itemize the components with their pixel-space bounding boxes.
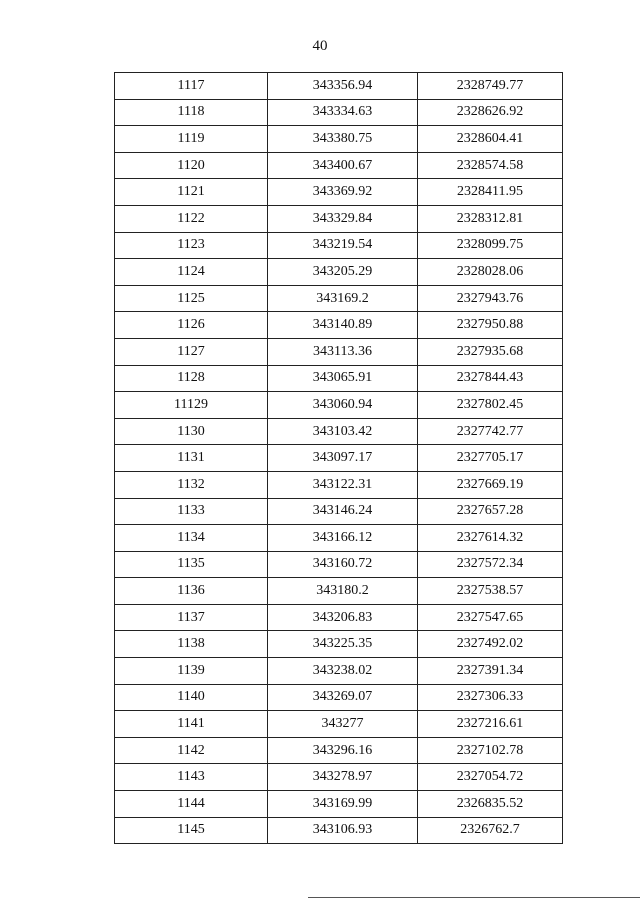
x-coordinate-cell: 343097.17 — [268, 445, 418, 472]
point-id-cell: 1122 — [115, 205, 268, 232]
table-row — [115, 152, 563, 179]
table-row — [115, 631, 563, 658]
y-coordinate-cell: 2328411.95 — [418, 179, 563, 206]
table-row — [115, 232, 563, 259]
x-coordinate-cell: 343065.91 — [268, 365, 418, 392]
y-coordinate-cell: 2327538.57 — [418, 578, 563, 605]
point-id-cell: 1142 — [115, 737, 268, 764]
table-row — [115, 604, 563, 631]
point-id-cell: 1124 — [115, 259, 268, 286]
x-coordinate-cell: 343103.42 — [268, 418, 418, 445]
x-coordinate-cell: 343329.84 — [268, 205, 418, 232]
table-row — [115, 551, 563, 578]
x-coordinate-cell: 343206.83 — [268, 604, 418, 631]
table-row — [115, 658, 563, 685]
x-coordinate-cell: 343060.94 — [268, 392, 418, 419]
y-coordinate-cell: 2328312.81 — [418, 205, 563, 232]
y-coordinate-cell: 2327547.65 — [418, 604, 563, 631]
table-row — [115, 684, 563, 711]
table-row — [115, 764, 563, 791]
point-id-cell: 1121 — [115, 179, 268, 206]
point-id-cell: 1119 — [115, 126, 268, 153]
point-id-cell: 1143 — [115, 764, 268, 791]
y-coordinate-cell: 2328574.58 — [418, 152, 563, 179]
table-row — [115, 445, 563, 472]
table-row — [115, 365, 563, 392]
point-id-cell: 1118 — [115, 99, 268, 126]
point-id-cell: 1123 — [115, 232, 268, 259]
y-coordinate-cell: 2327657.28 — [418, 498, 563, 525]
y-coordinate-cell: 2328626.92 — [418, 99, 563, 126]
x-coordinate-cell: 343106.93 — [268, 817, 418, 844]
x-coordinate-cell: 343219.54 — [268, 232, 418, 259]
table-row — [115, 73, 563, 100]
point-id-cell: 1132 — [115, 471, 268, 498]
y-coordinate-cell: 2327614.32 — [418, 525, 563, 552]
point-id-cell: 1141 — [115, 711, 268, 738]
x-coordinate-cell: 343269.07 — [268, 684, 418, 711]
x-coordinate-cell: 343225.35 — [268, 631, 418, 658]
y-coordinate-cell: 2327742.77 — [418, 418, 563, 445]
y-coordinate-cell: 2328028.06 — [418, 259, 563, 286]
y-coordinate-cell: 2327705.17 — [418, 445, 563, 472]
table-row — [115, 285, 563, 312]
point-id-cell: 1130 — [115, 418, 268, 445]
table-row — [115, 418, 563, 445]
x-coordinate-cell: 343380.75 — [268, 126, 418, 153]
point-id-cell: 1126 — [115, 312, 268, 339]
x-coordinate-cell: 343122.31 — [268, 471, 418, 498]
x-coordinate-cell: 343238.02 — [268, 658, 418, 685]
y-coordinate-cell: 2326835.52 — [418, 791, 563, 818]
table-row — [115, 525, 563, 552]
point-id-cell: 1134 — [115, 525, 268, 552]
y-coordinate-cell: 2326762.7 — [418, 817, 563, 844]
point-id-cell: 11129 — [115, 392, 268, 419]
y-coordinate-cell: 2327935.68 — [418, 338, 563, 365]
y-coordinate-cell: 2327802.45 — [418, 392, 563, 419]
table-row — [115, 392, 563, 419]
x-coordinate-cell: 343369.92 — [268, 179, 418, 206]
coordinate-table — [114, 72, 563, 844]
y-coordinate-cell: 2327306.33 — [418, 684, 563, 711]
y-coordinate-cell: 2327102.78 — [418, 737, 563, 764]
table-row — [115, 126, 563, 153]
y-coordinate-cell: 2327572.34 — [418, 551, 563, 578]
coordinate-table-body — [115, 73, 563, 844]
table-row — [115, 711, 563, 738]
y-coordinate-cell: 2328749.77 — [418, 73, 563, 100]
point-id-cell: 1145 — [115, 817, 268, 844]
x-coordinate-cell: 343140.89 — [268, 312, 418, 339]
y-coordinate-cell: 2327391.34 — [418, 658, 563, 685]
table-row — [115, 578, 563, 605]
x-coordinate-cell: 343205.29 — [268, 259, 418, 286]
point-id-cell: 1133 — [115, 498, 268, 525]
x-coordinate-cell: 343334.63 — [268, 99, 418, 126]
x-coordinate-cell: 343400.67 — [268, 152, 418, 179]
x-coordinate-cell: 343296.16 — [268, 737, 418, 764]
table-row — [115, 259, 563, 286]
page-number: 40 — [312, 38, 328, 54]
table-row — [115, 791, 563, 818]
x-coordinate-cell: 343278.97 — [268, 764, 418, 791]
x-coordinate-cell: 343277 — [268, 711, 418, 738]
point-id-cell: 1140 — [115, 684, 268, 711]
table-row — [115, 338, 563, 365]
point-id-cell: 1135 — [115, 551, 268, 578]
point-id-cell: 1139 — [115, 658, 268, 685]
x-coordinate-cell: 343160.72 — [268, 551, 418, 578]
point-id-cell: 1120 — [115, 152, 268, 179]
point-id-cell: 1117 — [115, 73, 268, 100]
x-coordinate-cell: 343180.2 — [268, 578, 418, 605]
point-id-cell: 1144 — [115, 791, 268, 818]
table-row — [115, 312, 563, 339]
point-id-cell: 1125 — [115, 285, 268, 312]
y-coordinate-cell: 2327669.19 — [418, 471, 563, 498]
point-id-cell: 1128 — [115, 365, 268, 392]
y-coordinate-cell: 2328604.41 — [418, 126, 563, 153]
point-id-cell: 1138 — [115, 631, 268, 658]
x-coordinate-cell: 343166.12 — [268, 525, 418, 552]
bottom-divider — [308, 897, 640, 898]
point-id-cell: 1131 — [115, 445, 268, 472]
point-id-cell: 1136 — [115, 578, 268, 605]
y-coordinate-cell: 2327950.88 — [418, 312, 563, 339]
y-coordinate-cell: 2327943.76 — [418, 285, 563, 312]
y-coordinate-cell: 2328099.75 — [418, 232, 563, 259]
table-row — [115, 99, 563, 126]
y-coordinate-cell: 2327844.43 — [418, 365, 563, 392]
x-coordinate-cell: 343113.36 — [268, 338, 418, 365]
y-coordinate-cell: 2327492.02 — [418, 631, 563, 658]
x-coordinate-cell: 343169.99 — [268, 791, 418, 818]
table-row — [115, 737, 563, 764]
point-id-cell: 1137 — [115, 604, 268, 631]
table-row — [115, 817, 563, 844]
y-coordinate-cell: 2327054.72 — [418, 764, 563, 791]
x-coordinate-cell: 343146.24 — [268, 498, 418, 525]
table-row — [115, 205, 563, 232]
table-row — [115, 179, 563, 206]
x-coordinate-cell: 343169.2 — [268, 285, 418, 312]
table-row — [115, 498, 563, 525]
point-id-cell: 1127 — [115, 338, 268, 365]
table-row — [115, 471, 563, 498]
y-coordinate-cell: 2327216.61 — [418, 711, 563, 738]
x-coordinate-cell: 343356.94 — [268, 73, 418, 100]
